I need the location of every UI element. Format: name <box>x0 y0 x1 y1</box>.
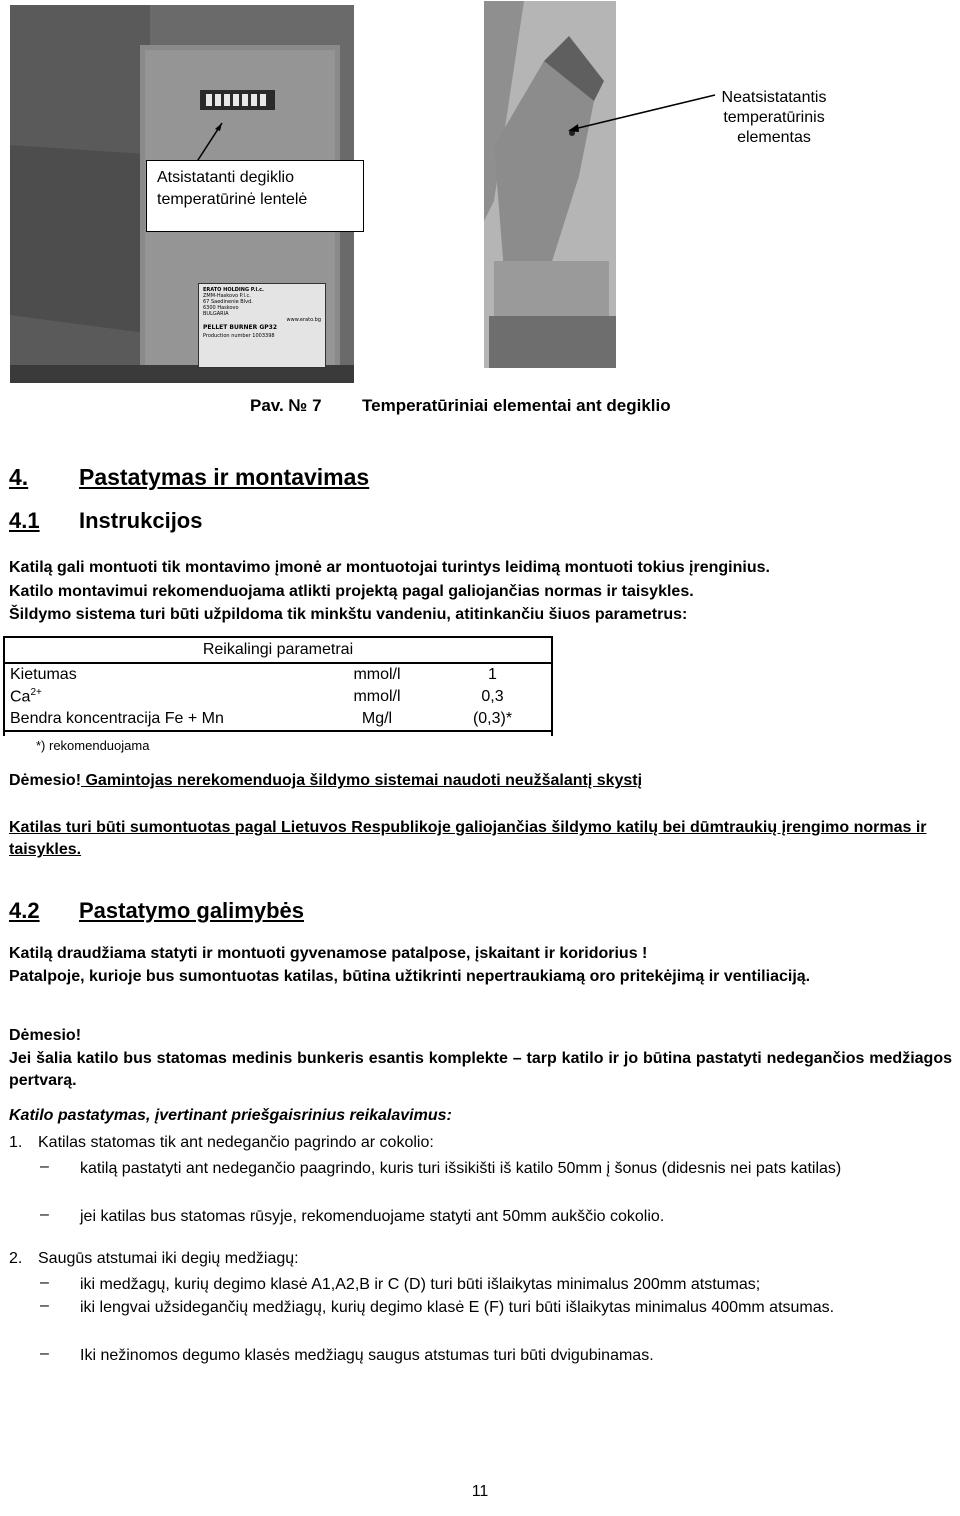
plate-line4: 6300 Haskovo <box>203 305 239 311</box>
plate-line2: ZMM-Haskovo P.l.c. <box>203 293 251 299</box>
plate-production: Production number 1003398 <box>203 333 275 339</box>
list-2-dash-3: – <box>40 1345 49 1362</box>
rule-1: Katilą draudžiama statyti ir montuoti gyvenamose patalpose, įskaitant ir koridorius ! <box>9 945 648 962</box>
list-1-item-2: jei katilas bus statomas rūsyje, rekomenduojame statyti ant 50mm aukščio cokolio. <box>80 1208 665 1225</box>
table-header: Reikalingi parametrai <box>4 637 552 663</box>
plate-line3: 67 Saedinenie Blvd. <box>203 299 253 305</box>
right-callout-arrow <box>560 90 720 140</box>
section-42-heading <box>9 898 304 924</box>
rule-attention: Dėmesio! <box>9 1027 82 1044</box>
plate-web: www.erato.bg <box>286 317 321 323</box>
section-41-heading <box>9 508 202 534</box>
paragraph-3: Šildymo sistema turi būti užpildoma tik minkštu vandeniu, atitinkančiu šiuos parametrus: <box>9 606 688 623</box>
table-footnote: *) rekomenduojama <box>36 738 150 753</box>
right-callout-line1: Neatsistatantis <box>721 89 827 106</box>
right-callout-line3: elementas <box>737 129 811 146</box>
row-unit: mmol/l <box>353 688 401 705</box>
burner-photo-right <box>484 1 616 368</box>
row-value: (0,3)* <box>433 708 552 731</box>
section-42-title: Pastatymo galimybės <box>79 898 304 923</box>
plate-model: PELLET BURNER GP32 <box>203 324 277 331</box>
list-2-item-2: iki lengvai užsidegančių medžiagų, kurių degimo klasė E (F) turi būti išlaikytas minimalus 400mm atsumas. <box>80 1299 835 1316</box>
burner-photo-right-drawing <box>484 1 616 368</box>
list-1-dash-2: – <box>40 1206 49 1223</box>
left-callout <box>146 160 364 232</box>
left-callout-line1: Atsistatanti degiklio <box>157 169 294 186</box>
rule-3: Jei šalia katilo bus statomas medinis bunkeris esantis komplekte – tarp katilo ir jo būtina pastatyti nedegančios medžiagos pertvarą. <box>9 1050 952 1089</box>
plate-company: ERATO HOLDING P.l.c. <box>203 287 264 293</box>
list-2-number: 2. <box>9 1250 23 1267</box>
row-value: 1 <box>488 666 497 683</box>
row-name: Ca <box>10 688 31 706</box>
paragraph-2: Katilo montavimui rekomenduojama atlikti projektą pagal galiojančias normas ir taisykles. <box>9 583 694 600</box>
right-callout <box>714 88 834 148</box>
table-row <box>4 686 552 708</box>
install-note: Katilas turi būti sumontuotas pagal Lietuvos Respublikoje galiojančias šildymo katilų bei dūmtraukių įrengimo normas ir taisykles. <box>9 819 927 858</box>
attention-1-text: Gamintojas nerekomenduoja šildymo sistemai naudoti neužšalantį skystį <box>81 772 643 789</box>
parameters-table <box>3 636 553 732</box>
attention-1-label: Dėmesio! <box>9 772 82 789</box>
attention-1 <box>9 770 952 792</box>
list-2-dash-1: – <box>40 1274 49 1291</box>
section-4-heading <box>9 464 369 491</box>
list-2-text: Saugūs atstumai iki degių medžiagų: <box>38 1250 299 1267</box>
rule-2: Patalpoje, kurioje bus sumontuotas katilas, būtina užtikrinti nepertraukiamą oro pritekėjimą ir ventiliaciją. <box>9 968 811 985</box>
figure-caption-text: Temperatūriniai elementai ant degiklio <box>362 396 671 415</box>
left-callout-line2: temperatūrinė lentelė <box>157 191 308 208</box>
row-unit: mmol/l <box>353 666 401 683</box>
list-1-item-1: katilą pastatyti ant nedegančio paagrindo, kuris turi išsikišti iš katilo 50mm į šonus (didesnis nei pats katilas) <box>80 1160 842 1177</box>
row-unit: Mg/l <box>321 708 433 731</box>
table-row <box>4 708 552 731</box>
row-name: Bendra koncentracija Fe + Mn <box>4 708 321 731</box>
list-1-text: Katilas statomas tik ant nedegančio pagrindo ar cokolio: <box>38 1134 434 1151</box>
section-42-number: 4.2 <box>9 898 40 923</box>
row-name-superscript: 2+ <box>30 687 42 699</box>
row-name-cell <box>4 686 321 708</box>
list-2-item-3: Iki nežinomos degumo klasės medžiagų saugus atstumas turi būti dvigubinamas. <box>80 1347 654 1364</box>
page-number: 11 <box>471 1483 489 1500</box>
section-41-title: Instrukcijos <box>79 508 203 533</box>
row-name: Kietumas <box>10 666 77 683</box>
rating-plate <box>198 283 326 368</box>
plate-line5: BULGARIA <box>203 311 229 317</box>
right-callout-line2: temperatūrinis <box>723 109 825 126</box>
row-value: 0,3 <box>481 688 504 705</box>
list-2-item-1: iki medžagų, kurių degimo klasė A1,A2,B ir C (D) turi būti išlaikytas minimalus 200mm atstumas; <box>80 1276 761 1293</box>
figure-caption-label: Pav. № 7 <box>250 396 322 415</box>
paragraph-1: Katilą gali montuoti tik montavimo įmonė ar montuotojai turintys leidimą montuoti tokius įrenginius. <box>9 559 770 576</box>
fire-heading: Katilo pastatymas, įvertinant priešgaisrinius reikalavimus: <box>9 1107 452 1124</box>
section-4-number: 4. <box>9 464 29 490</box>
table-row <box>4 663 552 686</box>
section-41-number: 4.1 <box>9 508 40 533</box>
list-2-dash-2: – <box>40 1297 49 1314</box>
list-1-number: 1. <box>9 1134 23 1151</box>
list-1-dash-1: – <box>40 1158 49 1175</box>
section-4-title: Pastatymas ir montavimas <box>79 464 370 490</box>
